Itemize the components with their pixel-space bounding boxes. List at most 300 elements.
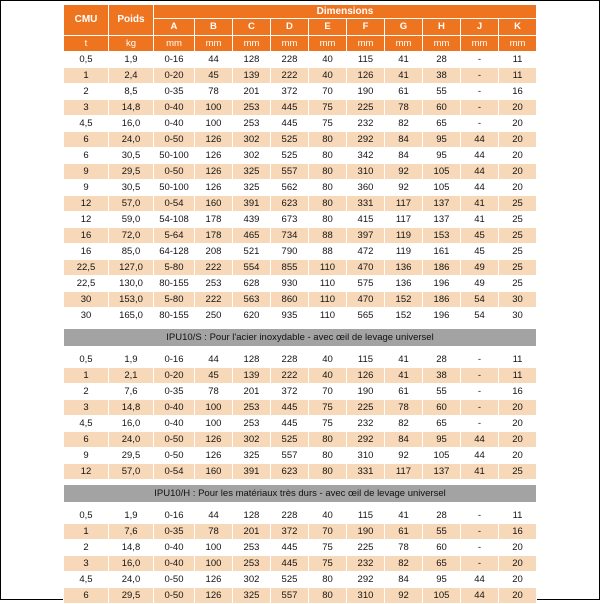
table-row: [63, 308, 536, 324]
cell: 30,5: [108, 148, 153, 164]
table-row: [63, 276, 536, 292]
cell: 30: [498, 308, 536, 324]
cell: 673: [270, 212, 308, 228]
cell: 92: [384, 448, 422, 464]
cell: 930: [270, 276, 308, 292]
cell: 6: [63, 148, 108, 164]
cell: 623: [270, 196, 308, 212]
cell: 137: [422, 464, 460, 480]
cell: 292: [346, 572, 384, 588]
cell: 445: [270, 100, 308, 116]
cell: 65: [422, 556, 460, 572]
table-row: [63, 556, 536, 572]
cell: 110: [308, 292, 346, 308]
cell: 88: [308, 228, 346, 244]
cell: 41: [460, 212, 498, 228]
cell: 128: [232, 52, 270, 68]
cell: -: [460, 368, 498, 384]
cell: 161: [422, 244, 460, 260]
cell: 44: [194, 52, 232, 68]
cell: 64-128: [153, 244, 194, 260]
cell: 25: [498, 276, 536, 292]
cell: 80: [308, 588, 346, 604]
table-row: [63, 148, 536, 164]
cell: 78: [384, 540, 422, 556]
cell: 11: [498, 352, 536, 368]
cell: 80: [308, 212, 346, 228]
cell: 100: [194, 400, 232, 416]
cell: 84: [384, 432, 422, 448]
cell: 253: [232, 416, 270, 432]
cell: 253: [194, 276, 232, 292]
cell: 25: [498, 260, 536, 276]
cell: 22,5: [63, 260, 108, 276]
cell: 4,5: [63, 572, 108, 588]
header-unit: mm: [270, 36, 308, 52]
cell: 80-155: [153, 276, 194, 292]
cell: 60: [422, 100, 460, 116]
cell: 65: [422, 416, 460, 432]
cell: 24,0: [108, 572, 153, 588]
cell: 110: [308, 276, 346, 292]
cell: 3: [63, 556, 108, 572]
cell: 190: [346, 384, 384, 400]
cell: 55: [422, 84, 460, 100]
catalog-page: [1, 1, 599, 604]
header-unit: mm: [308, 36, 346, 52]
cell: 100: [194, 556, 232, 572]
table-row: [63, 292, 536, 308]
cell: 0-16: [153, 52, 194, 68]
cell: 6: [63, 432, 108, 448]
header-row-top: [63, 5, 536, 19]
cell: 54: [460, 292, 498, 308]
cell: 562: [270, 180, 308, 196]
cell: 20: [498, 100, 536, 116]
section-band: [63, 485, 536, 503]
cell: 100: [194, 540, 232, 556]
section-band: [63, 329, 536, 347]
cell: 78: [194, 384, 232, 400]
cell: 80: [308, 132, 346, 148]
cell: 225: [346, 540, 384, 556]
cell: 44: [460, 148, 498, 164]
cell: 49: [460, 260, 498, 276]
cell: 5-80: [153, 292, 194, 308]
cell: 40: [308, 352, 346, 368]
cell: 0-40: [153, 556, 194, 572]
cell: 225: [346, 100, 384, 116]
cell: 65: [422, 116, 460, 132]
table-row: [63, 416, 536, 432]
header-row-units: [63, 36, 536, 52]
header-unit: mm: [346, 36, 384, 52]
cell: 84: [384, 148, 422, 164]
cell: 0-40: [153, 540, 194, 556]
cell: 0-40: [153, 416, 194, 432]
cell: 160: [194, 196, 232, 212]
cell: 84: [384, 132, 422, 148]
cell: 372: [270, 84, 308, 100]
table-row: [63, 260, 536, 276]
cell: 110: [308, 260, 346, 276]
cell: 54: [460, 308, 498, 324]
cell: 153,0: [108, 292, 153, 308]
cell: 228: [270, 352, 308, 368]
cell: 61: [384, 524, 422, 540]
table-row: [63, 524, 536, 540]
cell: 554: [232, 260, 270, 276]
table-body: [63, 52, 536, 604]
cell: 472: [346, 244, 384, 260]
cell: 222: [270, 368, 308, 384]
cell: 59,0: [108, 212, 153, 228]
cell: 0-40: [153, 100, 194, 116]
cell: 152: [384, 292, 422, 308]
cell: 415: [346, 212, 384, 228]
cell: 20: [498, 164, 536, 180]
cell: 565: [346, 308, 384, 324]
cell: 222: [194, 292, 232, 308]
cell: 7,6: [108, 524, 153, 540]
cell: 9: [63, 448, 108, 464]
cell: 80: [308, 464, 346, 480]
cell: 41: [384, 368, 422, 384]
cell: 11: [498, 368, 536, 384]
cell: 178: [194, 228, 232, 244]
cell: 228: [270, 52, 308, 68]
cell: 16: [63, 228, 108, 244]
cell: 7,6: [108, 384, 153, 400]
cell: -: [460, 116, 498, 132]
cell: 115: [346, 52, 384, 68]
header-letter: G: [384, 19, 422, 36]
cell: 331: [346, 196, 384, 212]
cell: 80: [308, 572, 346, 588]
cell: 521: [232, 244, 270, 260]
cell: 29,5: [108, 164, 153, 180]
cell: 85,0: [108, 244, 153, 260]
cell: 302: [232, 148, 270, 164]
cell: 20: [498, 148, 536, 164]
cell: 8,5: [108, 84, 153, 100]
header-unit: mm: [498, 36, 536, 52]
cell: 201: [232, 84, 270, 100]
header-dimensions: Dimensions: [153, 5, 536, 19]
cell: 0-50: [153, 164, 194, 180]
cell: 0,5: [63, 508, 108, 524]
cell: 45: [194, 368, 232, 384]
cell: 22,5: [63, 276, 108, 292]
cell: 24,0: [108, 432, 153, 448]
cell: -: [460, 540, 498, 556]
cell: 0,5: [63, 52, 108, 68]
cell: 57,0: [108, 464, 153, 480]
cell: 16: [498, 384, 536, 400]
cell: 100: [194, 100, 232, 116]
header-poids: Poids: [108, 5, 153, 36]
cell: 186: [422, 292, 460, 308]
cell: 126: [194, 180, 232, 196]
table-header: [63, 5, 536, 52]
cell: 11: [498, 68, 536, 84]
table-row: [63, 164, 536, 180]
cell: 232: [346, 556, 384, 572]
cell: 445: [270, 400, 308, 416]
cell: 165,0: [108, 308, 153, 324]
cell: 445: [270, 540, 308, 556]
header-unit: mm: [232, 36, 270, 52]
cell: 232: [346, 416, 384, 432]
cell: 128: [232, 508, 270, 524]
cell: 110: [308, 308, 346, 324]
cell: 310: [346, 588, 384, 604]
cell: 130,0: [108, 276, 153, 292]
cell: 342: [346, 148, 384, 164]
cell: -: [460, 384, 498, 400]
cell: 253: [232, 100, 270, 116]
cell: -: [460, 508, 498, 524]
cell: 11: [498, 508, 536, 524]
cell: 557: [270, 164, 308, 180]
table-row: [63, 572, 536, 588]
cell: 325: [232, 448, 270, 464]
cell: 92: [384, 164, 422, 180]
table-row: [63, 508, 536, 524]
cell: 70: [308, 524, 346, 540]
table-row: [63, 244, 536, 260]
cell: 292: [346, 432, 384, 448]
cell: 360: [346, 180, 384, 196]
cell: 25: [498, 228, 536, 244]
cell: 126: [194, 448, 232, 464]
cell: 16: [63, 244, 108, 260]
cell: 20: [498, 572, 536, 588]
cell: 439: [232, 212, 270, 228]
cell: 253: [232, 116, 270, 132]
cell: 208: [194, 244, 232, 260]
cell: 302: [232, 572, 270, 588]
cell: 196: [422, 276, 460, 292]
cell: 72,0: [108, 228, 153, 244]
cell: 95: [422, 148, 460, 164]
cell: 105: [422, 180, 460, 196]
cell: 186: [422, 260, 460, 276]
table-row: [63, 52, 536, 68]
table-row: [63, 68, 536, 84]
cell: 325: [232, 164, 270, 180]
header-unit: mm: [194, 36, 232, 52]
cell: 557: [270, 588, 308, 604]
cell: 40: [308, 52, 346, 68]
cell: -: [460, 52, 498, 68]
cell: 302: [232, 132, 270, 148]
cell: 860: [270, 292, 308, 308]
cell: 153: [422, 228, 460, 244]
cell: 44: [460, 448, 498, 464]
cell: 1,9: [108, 508, 153, 524]
cell: 60: [422, 400, 460, 416]
cell: 44: [194, 352, 232, 368]
cell: 100: [194, 116, 232, 132]
cell: -: [460, 400, 498, 416]
cell: 137: [422, 196, 460, 212]
cell: 24,0: [108, 132, 153, 148]
cell: 190: [346, 84, 384, 100]
table-row: [63, 84, 536, 100]
cell: 44: [460, 432, 498, 448]
cell: 470: [346, 292, 384, 308]
cell: 136: [384, 276, 422, 292]
cell: 61: [384, 384, 422, 400]
cell: 201: [232, 524, 270, 540]
cell: 292: [346, 132, 384, 148]
header-letter: F: [346, 19, 384, 36]
cell: 84: [384, 572, 422, 588]
cell: 253: [232, 400, 270, 416]
cell: 2,4: [108, 68, 153, 84]
cell: 628: [232, 276, 270, 292]
table-row: [63, 180, 536, 196]
cell: 25: [498, 212, 536, 228]
cell: 0-50: [153, 448, 194, 464]
cell: 95: [422, 432, 460, 448]
cell: 525: [270, 432, 308, 448]
header-unit: mm: [422, 36, 460, 52]
cell: 28: [422, 52, 460, 68]
header-unit: t: [63, 36, 108, 52]
cell: 70: [308, 84, 346, 100]
cell: 5-80: [153, 260, 194, 276]
cell: 44: [460, 588, 498, 604]
cell: 4,5: [63, 416, 108, 432]
cell: 6: [63, 132, 108, 148]
cell: 253: [232, 540, 270, 556]
cell: 78: [194, 84, 232, 100]
cell: -: [460, 352, 498, 368]
table-row: [63, 432, 536, 448]
cell: 55: [422, 524, 460, 540]
cell: 734: [270, 228, 308, 244]
cell: 12: [63, 212, 108, 228]
header-unit: mm: [153, 36, 194, 52]
cell: 126: [194, 572, 232, 588]
cell: 152: [384, 308, 422, 324]
cell: -: [460, 524, 498, 540]
cell: 137: [422, 212, 460, 228]
cell: 80: [308, 432, 346, 448]
cell: 45: [194, 68, 232, 84]
cell: 105: [422, 588, 460, 604]
cell: 126: [194, 432, 232, 448]
cell: 9: [63, 164, 108, 180]
cell: 16,0: [108, 416, 153, 432]
cell: 44: [194, 508, 232, 524]
cell: -: [460, 68, 498, 84]
cell: 92: [384, 180, 422, 196]
cell: 136: [384, 260, 422, 276]
cell: 623: [270, 464, 308, 480]
cell: 790: [270, 244, 308, 260]
cell: 105: [422, 448, 460, 464]
cell: 2: [63, 540, 108, 556]
cell: 232: [346, 116, 384, 132]
cell: 75: [308, 116, 346, 132]
cell: 126: [194, 164, 232, 180]
cell: 28: [422, 352, 460, 368]
cell: 54-108: [153, 212, 194, 228]
cell: 30: [498, 292, 536, 308]
cell: 25: [498, 196, 536, 212]
table-row: [63, 116, 536, 132]
cell: 44: [460, 164, 498, 180]
cell: 60: [422, 540, 460, 556]
cell: 557: [270, 448, 308, 464]
cell: 14,8: [108, 540, 153, 556]
cell: 44: [460, 132, 498, 148]
header-letter: J: [460, 19, 498, 36]
header-letter: K: [498, 19, 536, 36]
cell: 0-54: [153, 464, 194, 480]
cell: 70: [308, 384, 346, 400]
cell: 20: [498, 180, 536, 196]
cell: 20: [498, 416, 536, 432]
cell: 16: [498, 524, 536, 540]
cell: 117: [384, 196, 422, 212]
cell: 30,5: [108, 180, 153, 196]
cell: 80: [308, 448, 346, 464]
cell: 117: [384, 464, 422, 480]
cell: 82: [384, 556, 422, 572]
cell: 391: [232, 464, 270, 480]
cell: 28: [422, 508, 460, 524]
cell: 3: [63, 400, 108, 416]
cell: 0-40: [153, 400, 194, 416]
cell: 14,8: [108, 400, 153, 416]
cell: 190: [346, 524, 384, 540]
cell: 20: [498, 432, 536, 448]
cell: 127,0: [108, 260, 153, 276]
cell: 75: [308, 100, 346, 116]
cell: 9: [63, 180, 108, 196]
cell: 126: [194, 588, 232, 604]
cell: 75: [308, 416, 346, 432]
cell: 95: [422, 572, 460, 588]
table-row: [63, 196, 536, 212]
cell: 228: [270, 508, 308, 524]
cell: 222: [194, 260, 232, 276]
cell: 196: [422, 308, 460, 324]
cell: 20: [498, 400, 536, 416]
cell: 29,5: [108, 448, 153, 464]
cell: 1: [63, 68, 108, 84]
cell: 16: [498, 84, 536, 100]
cell: 41: [384, 508, 422, 524]
cell: 100: [194, 416, 232, 432]
cell: 855: [270, 260, 308, 276]
cell: 222: [270, 68, 308, 84]
table-row: [63, 448, 536, 464]
cell: -: [460, 100, 498, 116]
cell: 0-35: [153, 384, 194, 400]
cell: 1,9: [108, 352, 153, 368]
cell: 139: [232, 68, 270, 84]
cell: 465: [232, 228, 270, 244]
cell: 40: [308, 68, 346, 84]
cell: 57,0: [108, 196, 153, 212]
header-letter: E: [308, 19, 346, 36]
cell: 0,5: [63, 352, 108, 368]
